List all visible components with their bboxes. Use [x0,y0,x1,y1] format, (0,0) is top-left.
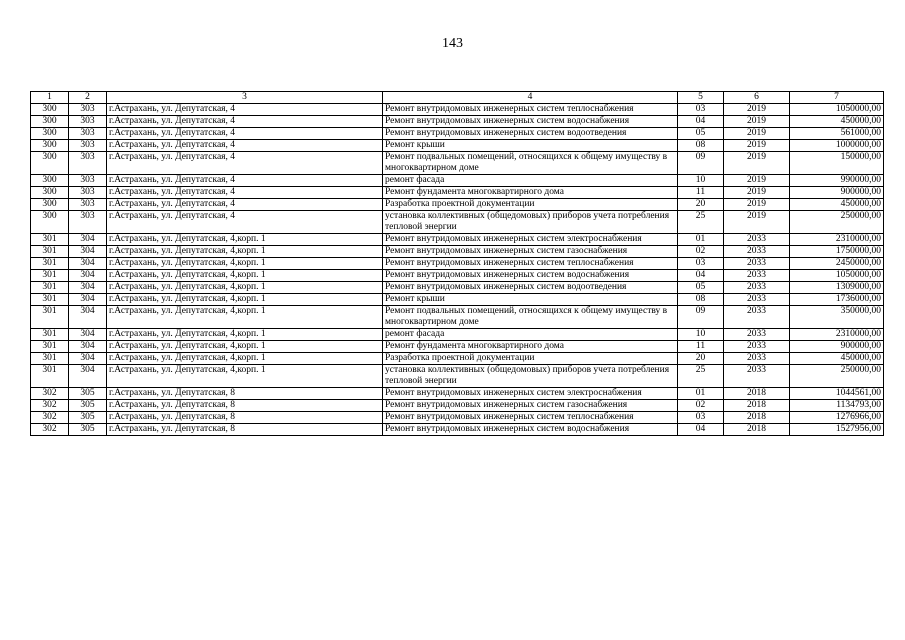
table-row [31,365,884,388]
table-row [31,152,884,175]
address-cell: г.Астрахань, ул. Депутатская, 4 [107,187,383,199]
work-code-cell: 01 [678,388,724,400]
row-number-cell: 301 [31,341,69,353]
house-id-cell: 305 [69,424,107,436]
column-header-7: 7 [790,92,884,104]
work-code-cell: 02 [678,246,724,258]
address-cell: г.Астрахань, ул. Депутатская, 8 [107,412,383,424]
table-row [31,329,884,341]
work-type-cell: Ремонт внутридомовых инженерных систем водоотведения [383,282,678,294]
year-cell: 2033 [724,306,790,329]
row-number-cell: 300 [31,104,69,116]
house-id-cell: 304 [69,294,107,306]
address-cell: г.Астрахань, ул. Депутатская, 4 [107,128,383,140]
cost-cell: 1000000,00 [790,140,884,152]
work-type-cell: Ремонт крыши [383,140,678,152]
column-header-3: 3 [107,92,383,104]
cost-cell: 1050000,00 [790,104,884,116]
page-number: 143 [442,36,463,51]
row-number-cell: 300 [31,199,69,211]
address-cell: г.Астрахань, ул. Депутатская, 4,корп. 1 [107,329,383,341]
address-cell: г.Астрахань, ул. Депутатская, 4 [107,199,383,211]
year-cell: 2019 [724,199,790,211]
cost-cell: 250000,00 [790,211,884,234]
work-type-cell: Ремонт фундамента многоквартирного дома [383,341,678,353]
table-row [31,341,884,353]
address-cell: г.Астрахань, ул. Депутатская, 4,корп. 1 [107,353,383,365]
year-cell: 2033 [724,246,790,258]
year-cell: 2033 [724,270,790,282]
cost-cell: 1044561,00 [790,388,884,400]
work-type-cell: Ремонт внутридомовых инженерных систем электроснабжения [383,388,678,400]
table-row [31,388,884,400]
row-number-cell: 302 [31,424,69,436]
year-cell: 2019 [724,104,790,116]
work-type-cell: Ремонт внутридомовых инженерных систем газоснабжения [383,246,678,258]
table-header-row [31,92,884,104]
column-header-5: 5 [678,92,724,104]
table-row [31,258,884,270]
work-code-cell: 03 [678,412,724,424]
row-number-cell: 302 [31,412,69,424]
column-header-2: 2 [69,92,107,104]
year-cell: 2033 [724,234,790,246]
house-id-cell: 303 [69,140,107,152]
address-cell: г.Астрахань, ул. Депутатская, 4,корп. 1 [107,365,383,388]
table-row [31,234,884,246]
table-row [31,270,884,282]
row-number-cell: 300 [31,175,69,187]
work-type-cell: Ремонт внутридомовых инженерных систем электроснабжения [383,234,678,246]
address-cell: г.Астрахань, ул. Депутатская, 4,корп. 1 [107,270,383,282]
table-row [31,246,884,258]
house-id-cell: 304 [69,258,107,270]
table-row [31,140,884,152]
table-row [31,175,884,187]
row-number-cell: 301 [31,329,69,341]
year-cell: 2019 [724,128,790,140]
address-cell: г.Астрахань, ул. Депутатская, 8 [107,388,383,400]
year-cell: 2018 [724,412,790,424]
address-cell: г.Астрахань, ул. Депутатская, 4 [107,152,383,175]
work-code-cell: 02 [678,400,724,412]
row-number-cell: 301 [31,306,69,329]
year-cell: 2033 [724,341,790,353]
table-row [31,104,884,116]
work-code-cell: 03 [678,104,724,116]
house-id-cell: 304 [69,270,107,282]
table-row [31,282,884,294]
work-code-cell: 09 [678,152,724,175]
work-type-cell: Ремонт внутридомовых инженерных систем газоснабжения [383,400,678,412]
house-id-cell: 304 [69,365,107,388]
row-number-cell: 300 [31,152,69,175]
table-row [31,424,884,436]
house-id-cell: 303 [69,152,107,175]
cost-cell: 1134793,00 [790,400,884,412]
row-number-cell: 301 [31,270,69,282]
year-cell: 2019 [724,152,790,175]
year-cell: 2019 [724,175,790,187]
work-code-cell: 04 [678,424,724,436]
address-cell: г.Астрахань, ул. Депутатская, 4,корп. 1 [107,306,383,329]
year-cell: 2033 [724,258,790,270]
cost-cell: 1527956,00 [790,424,884,436]
cost-cell: 2450000,00 [790,258,884,270]
address-cell: г.Астрахань, ул. Депутатская, 8 [107,424,383,436]
table-row [31,412,884,424]
work-code-cell: 20 [678,199,724,211]
house-id-cell: 303 [69,104,107,116]
cost-cell: 350000,00 [790,306,884,329]
cost-cell: 900000,00 [790,341,884,353]
address-cell: г.Астрахань, ул. Депутатская, 4,корп. 1 [107,341,383,353]
row-number-cell: 301 [31,365,69,388]
work-type-cell: Ремонт фундамента многоквартирного дома [383,187,678,199]
row-number-cell: 301 [31,258,69,270]
column-header-4: 4 [383,92,678,104]
work-code-cell: 08 [678,294,724,306]
cost-cell: 450000,00 [790,199,884,211]
address-cell: г.Астрахань, ул. Депутатская, 4,корп. 1 [107,234,383,246]
cost-cell: 250000,00 [790,365,884,388]
row-number-cell: 300 [31,116,69,128]
work-code-cell: 08 [678,140,724,152]
cost-cell: 150000,00 [790,152,884,175]
address-cell: г.Астрахань, ул. Депутатская, 8 [107,400,383,412]
house-id-cell: 303 [69,116,107,128]
work-type-cell: Ремонт внутридомовых инженерных систем теплоснабжения [383,258,678,270]
cost-cell: 1750000,00 [790,246,884,258]
work-type-cell: Ремонт внутридомовых инженерных систем водоснабжения [383,424,678,436]
row-number-cell: 301 [31,353,69,365]
work-code-cell: 20 [678,353,724,365]
address-cell: г.Астрахань, ул. Депутатская, 4 [107,104,383,116]
house-id-cell: 303 [69,211,107,234]
work-type-cell: Ремонт крыши [383,294,678,306]
row-number-cell: 302 [31,388,69,400]
row-number-cell: 301 [31,282,69,294]
cost-cell: 900000,00 [790,187,884,199]
work-code-cell: 09 [678,306,724,329]
year-cell: 2033 [724,282,790,294]
table-row [31,199,884,211]
house-id-cell: 304 [69,306,107,329]
address-cell: г.Астрахань, ул. Депутатская, 4,корп. 1 [107,294,383,306]
row-number-cell: 301 [31,246,69,258]
work-type-cell: установка коллективных (общедомовых) приборов учета потребления тепловой энергии [383,365,678,388]
year-cell: 2019 [724,116,790,128]
row-number-cell: 300 [31,140,69,152]
house-id-cell: 304 [69,341,107,353]
work-type-cell: Разработка проектной документации [383,199,678,211]
year-cell: 2033 [724,329,790,341]
table-row [31,187,884,199]
house-id-cell: 303 [69,175,107,187]
address-cell: г.Астрахань, ул. Депутатская, 4,корп. 1 [107,258,383,270]
table-body [31,104,884,436]
repair-schedule-table [30,91,884,436]
work-type-cell: ремонт фасада [383,329,678,341]
year-cell: 2019 [724,211,790,234]
work-type-cell: Ремонт внутридомовых инженерных систем теплоснабжения [383,412,678,424]
work-type-cell: установка коллективных (общедомовых) приборов учета потребления тепловой энергии [383,211,678,234]
table-row [31,294,884,306]
cost-cell: 2310000,00 [790,234,884,246]
work-code-cell: 11 [678,187,724,199]
house-id-cell: 304 [69,353,107,365]
work-type-cell: Разработка проектной документации [383,353,678,365]
year-cell: 2018 [724,388,790,400]
house-id-cell: 305 [69,388,107,400]
year-cell: 2033 [724,353,790,365]
cost-cell: 990000,00 [790,175,884,187]
row-number-cell: 302 [31,400,69,412]
cost-cell: 1736000,00 [790,294,884,306]
house-id-cell: 304 [69,246,107,258]
year-cell: 2033 [724,294,790,306]
house-id-cell: 303 [69,128,107,140]
row-number-cell: 300 [31,187,69,199]
house-id-cell: 303 [69,199,107,211]
address-cell: г.Астрахань, ул. Депутатская, 4 [107,140,383,152]
house-id-cell: 304 [69,234,107,246]
work-code-cell: 04 [678,270,724,282]
work-code-cell: 25 [678,211,724,234]
address-cell: г.Астрахань, ул. Депутатская, 4 [107,116,383,128]
table-row [31,128,884,140]
table-row [31,116,884,128]
work-code-cell: 10 [678,329,724,341]
work-type-cell: ремонт фасада [383,175,678,187]
address-cell: г.Астрахань, ул. Депутатская, 4,корп. 1 [107,246,383,258]
column-header-1: 1 [31,92,69,104]
year-cell: 2033 [724,365,790,388]
row-number-cell: 301 [31,294,69,306]
year-cell: 2018 [724,400,790,412]
house-id-cell: 303 [69,187,107,199]
address-cell: г.Астрахань, ул. Депутатская, 4 [107,175,383,187]
work-code-cell: 05 [678,282,724,294]
table-row [31,353,884,365]
table-row [31,211,884,234]
cost-cell: 450000,00 [790,116,884,128]
year-cell: 2019 [724,140,790,152]
work-code-cell: 05 [678,128,724,140]
work-type-cell: Ремонт внутридомовых инженерных систем водоснабжения [383,270,678,282]
work-code-cell: 10 [678,175,724,187]
work-type-cell: Ремонт внутридомовых инженерных систем водоотведения [383,128,678,140]
row-number-cell: 300 [31,128,69,140]
cost-cell: 1309000,00 [790,282,884,294]
house-id-cell: 305 [69,400,107,412]
work-type-cell: Ремонт внутридомовых инженерных систем теплоснабжения [383,104,678,116]
cost-cell: 561000,00 [790,128,884,140]
table-row [31,306,884,329]
work-code-cell: 11 [678,341,724,353]
row-number-cell: 300 [31,211,69,234]
year-cell: 2019 [724,187,790,199]
row-number-cell: 301 [31,234,69,246]
work-code-cell: 03 [678,258,724,270]
work-code-cell: 25 [678,365,724,388]
house-id-cell: 305 [69,412,107,424]
work-type-cell: Ремонт подвальных помещений, относящихся к общему имуществу в многоквартирном доме [383,152,678,175]
cost-cell: 2310000,00 [790,329,884,341]
cost-cell: 450000,00 [790,353,884,365]
work-type-cell: Ремонт подвальных помещений, относящихся к общему имуществу в многоквартирном доме [383,306,678,329]
house-id-cell: 304 [69,282,107,294]
address-cell: г.Астрахань, ул. Депутатская, 4 [107,211,383,234]
table-row [31,400,884,412]
work-type-cell: Ремонт внутридомовых инженерных систем водоснабжения [383,116,678,128]
address-cell: г.Астрахань, ул. Депутатская, 4,корп. 1 [107,282,383,294]
work-code-cell: 01 [678,234,724,246]
year-cell: 2018 [724,424,790,436]
column-header-6: 6 [724,92,790,104]
cost-cell: 1276966,00 [790,412,884,424]
house-id-cell: 304 [69,329,107,341]
work-code-cell: 04 [678,116,724,128]
cost-cell: 1050000,00 [790,270,884,282]
